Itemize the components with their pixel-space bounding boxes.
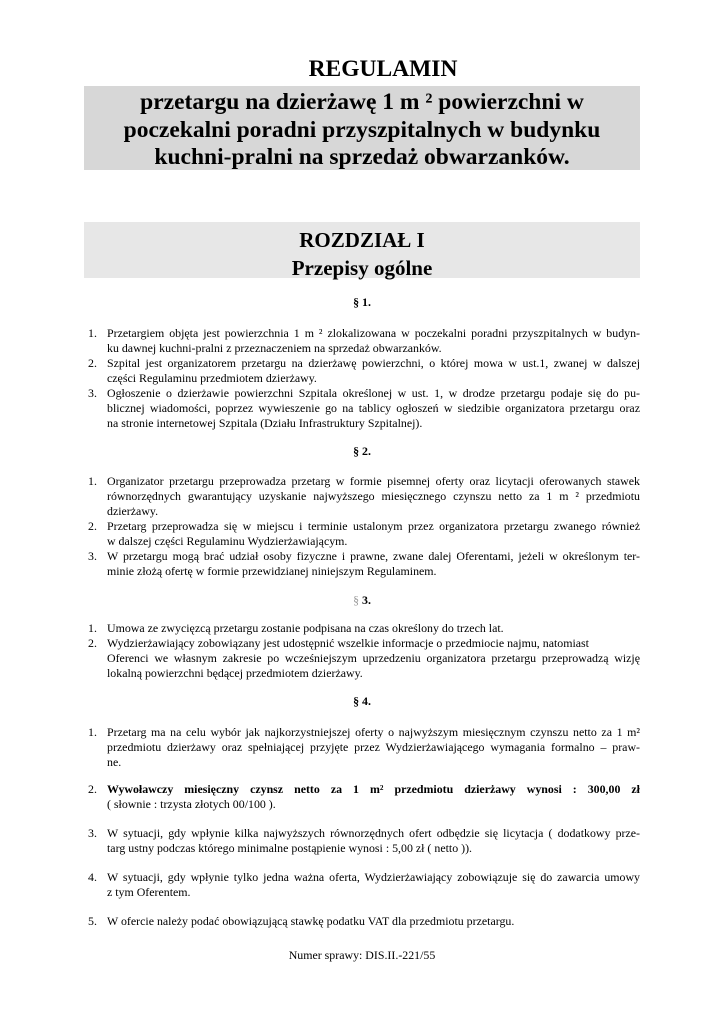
section-4-item-5 — [88, 914, 640, 929]
item-line: przedmiotu dzierżawy oraz spełniającej przyjęte przez Wydzierżawiającego wymagania formalno – praw- — [107, 740, 640, 754]
item-number: 1. — [88, 621, 97, 635]
subtitle-box — [84, 86, 640, 170]
section-number: 4. — [362, 694, 371, 708]
item-line: lokalną powierzchni będącej przedmiotem dzierżawy. — [107, 666, 363, 680]
document-title: REGULAMIN — [308, 56, 458, 82]
item-line: Umowa ze zwycięzcą przetargu zostanie podpisana na czas określony do trzech lat. — [107, 621, 504, 635]
item-line: ( słownie : trzysta złotych 00/100 ). — [107, 797, 276, 811]
item-line: części Regulaminu przedmiotem dzierżawy. — [107, 371, 317, 385]
section-1-item-3 — [88, 386, 640, 431]
item-number: 2. — [88, 782, 97, 796]
item-line: targ ustny podczas którego minimalne postąpienie wynosi : 5,00 zł ( netto )). — [107, 841, 473, 855]
section-3-heading — [84, 593, 640, 608]
item-line: W sytuacji, gdy wpłynie tylko jedna ważna oferta, Wydzierżawiający zobowiązuje się do zawarcia umowy — [107, 870, 640, 884]
item-number: 4. — [88, 870, 97, 884]
item-line: ku dawnej kuchni-pralni z przeznaczeniem na sprzedaż obwarzanków. — [107, 341, 442, 355]
item-number: 3. — [88, 826, 97, 840]
item-line: ne. — [107, 755, 122, 769]
starting-rent-line: Wywoławczy miesięczny czynsz netto za 1 m² przedmiotu dzierżawy wynosi : 300,00 zł — [107, 782, 640, 796]
section-4-item-3 — [88, 826, 640, 856]
subtitle-line: przetargu na dzierżawę 1 m ² powierzchni w — [140, 89, 584, 115]
section-2-heading — [84, 444, 640, 459]
item-line: Ogłoszenie o dzierżawie powierzchni Szpitala określonej w ust. 1, w drodze przetargu podaje się do pu- — [107, 386, 640, 400]
section-3-item-1 — [88, 621, 640, 636]
item-line: Przetarg przeprowadza się w miejscu i terminie ustalonym przez organizatora przetargu zwanego również — [107, 519, 640, 533]
item-line: Szpital jest organizatorem przetargu na dzierżawę powierzchni, o której mowa w ust.1, zwanej w dalszej — [107, 356, 640, 370]
item-line: Oferenci we własnym zakresie po wcześniejszym uprzedzeniu organizatora przetargu przeprowadzą wizję — [107, 651, 640, 665]
section-symbol: § — [353, 295, 360, 309]
section-4-item-2 — [88, 782, 640, 812]
section-number: 3. — [362, 593, 371, 607]
chapter-number: ROZDZIAŁ I — [299, 228, 425, 252]
item-number: 2. — [88, 636, 97, 650]
section-2-item-3 — [88, 549, 640, 579]
item-number: 1. — [88, 474, 97, 488]
item-line: minie złożą ofertę w formie przewidzianej niniejszym Regulaminem. — [107, 564, 437, 578]
subtitle-line: poczekalni poradni przyszpitalnych w budynku — [123, 116, 601, 143]
item-line: dzierżawy. — [107, 504, 159, 518]
item-line: blicznej wiadomości, poprzez wywieszenie go na tablicy ogłoszeń w siedzibie organizatora przetargu oraz — [107, 401, 640, 415]
section-3-item-2 — [88, 636, 640, 681]
item-number: 5. — [88, 914, 97, 928]
item-number: 2. — [88, 519, 97, 533]
item-line: Organizator przetargu przeprowadza przetarg w formie pisemnej oferty oraz licytacji oferowanych stawek — [107, 474, 640, 488]
item-number: 1. — [88, 326, 97, 340]
item-number: 3. — [88, 386, 97, 400]
item-line: Przetargiem objęta jest powierzchnia 1 m ² zlokalizowana w poczekalni poradni przyszpitalnych w budyn- — [107, 326, 640, 340]
subtitle-line: kuchni-pralni na sprzedaż obwarzanków. — [154, 144, 570, 170]
item-line: z tym Oferentem. — [107, 885, 191, 899]
item-line: W przetargu mogą brać udział osoby fizyczne i prawne, zwane dalej Oferentami, jeżeli w określonym ter- — [107, 549, 640, 563]
case-number-footer: Numer sprawy: DIS.II.-221/55 — [288, 948, 436, 962]
section-2-item-1 — [88, 474, 640, 519]
section-4-heading — [84, 694, 640, 709]
item-line: w dalszej części Regulaminu Wydzierżawiającym. — [107, 534, 348, 548]
item-line: równorzędnych gwarantujący uzyskanie najwyższego miesięcznego czynszu netto za 1 m ² przedmiotu — [107, 489, 640, 503]
chapter-box — [84, 222, 640, 278]
item-line: Wydzierżawiający zobowiązany jest udostępnić wszelkie informacje o przedmiocie najmu, natomiast — [107, 636, 589, 650]
item-line: W ofercie należy podać obowiązującą stawkę podatku VAT dla przedmiotu przetargu. — [107, 914, 515, 928]
section-4-item-4 — [88, 870, 640, 900]
section-number: 2. — [362, 444, 371, 458]
item-number: 2. — [88, 356, 97, 370]
section-symbol: § — [353, 593, 360, 607]
section-1-heading — [84, 295, 640, 310]
section-symbol: § — [353, 444, 360, 458]
item-line: Przetarg ma na celu wybór jak najkorzystniejszej oferty o najwyższym miesięcznym czynszu netto za 1 m² — [107, 725, 640, 739]
item-number: 1. — [88, 725, 97, 739]
item-line: W sytuacji, gdy wpłynie kilka najwyższych równorzędnych ofert odbędzie się licytacja ( dodatkowy prze- — [107, 826, 640, 840]
section-1-item-2 — [88, 356, 640, 386]
section-number: 1. — [362, 295, 371, 309]
section-4-item-1 — [88, 725, 640, 770]
section-1-item-1 — [88, 326, 640, 356]
section-2-item-2 — [88, 519, 640, 549]
item-number: 3. — [88, 549, 97, 563]
item-line: na stronie internetowej Szpitala (Działu Infrastruktury Szpitalnej). — [107, 416, 423, 430]
chapter-title: Przepisy ogólne — [291, 256, 433, 280]
section-symbol: § — [353, 694, 360, 708]
